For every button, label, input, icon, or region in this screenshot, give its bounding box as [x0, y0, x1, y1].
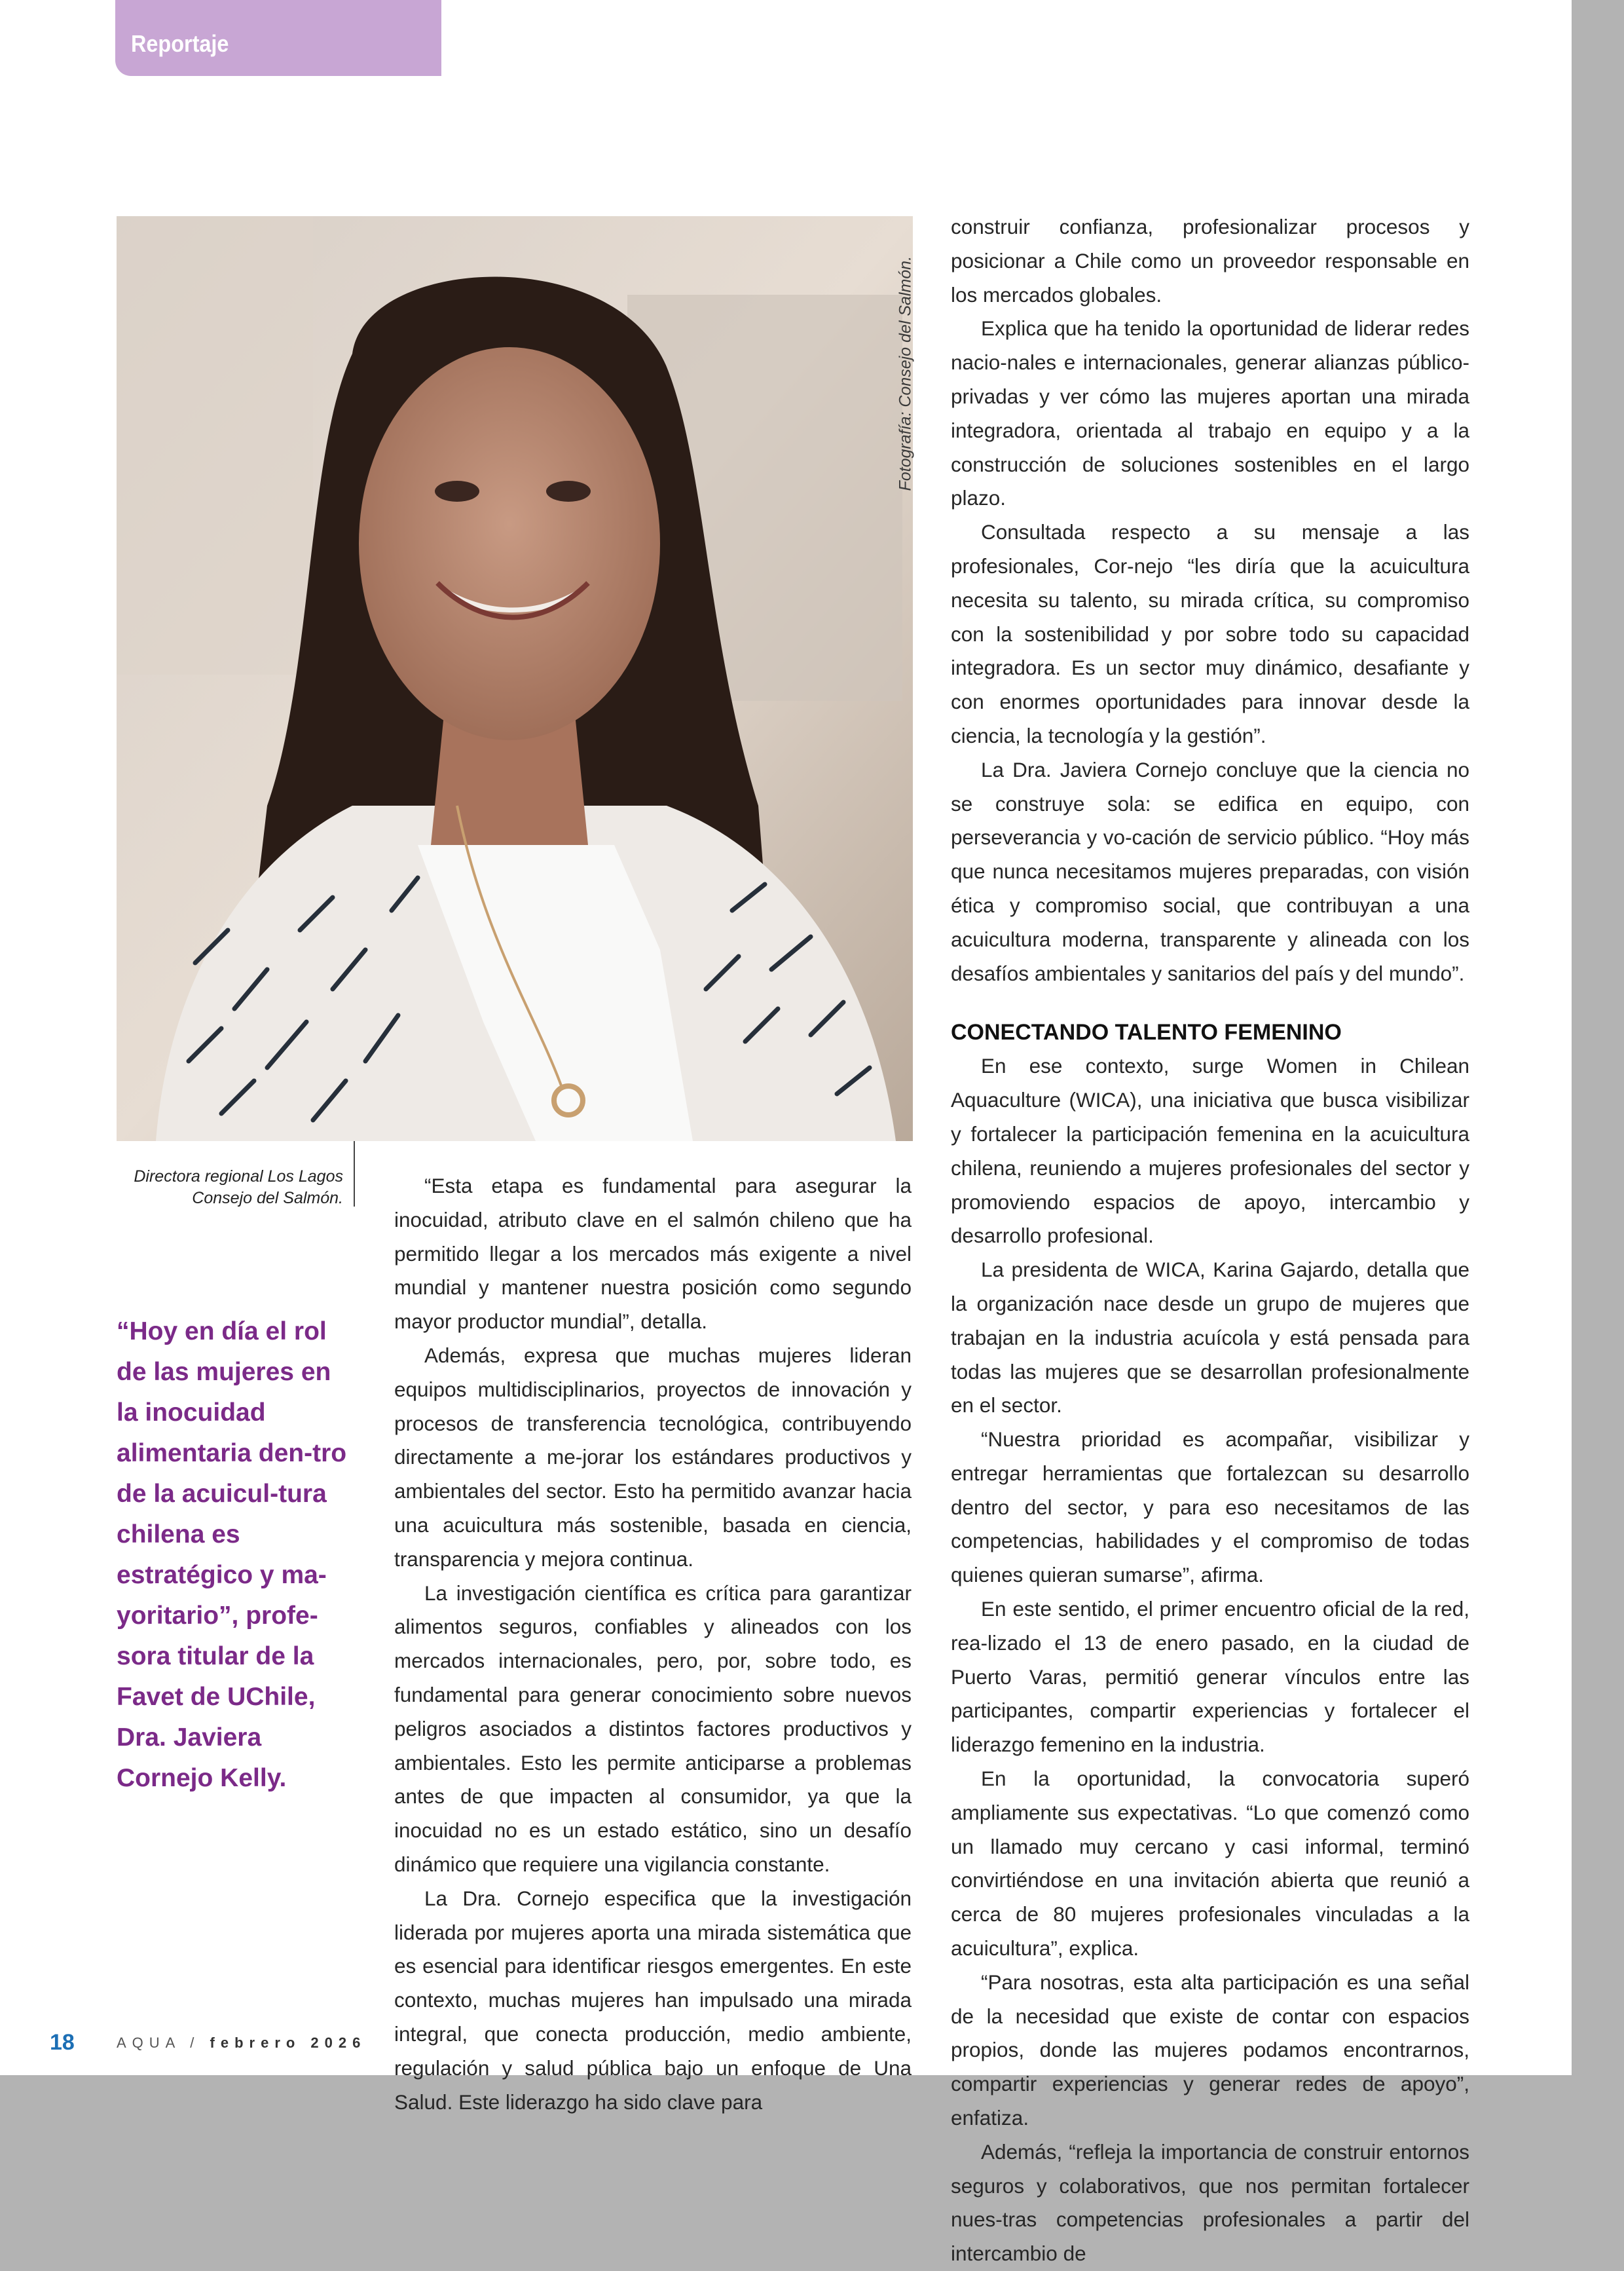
page-number: 18 — [50, 2030, 75, 2055]
pull-quote: “Hoy en día el rol de las mujeres en la inocuidad alimentaria den-tro de la acuicul-tura chilena es estratégico y ma-yoritario”, profe-sora titular de la Favet de UChile, Dra. Javiera Cornejo Kelly. — [117, 1317, 347, 1792]
photo-credit — [883, 255, 915, 491]
subheading: CONECTANDO TALENTO FEMENINO — [951, 1020, 1342, 1045]
paragraph: Explica que ha tenido la oportunidad de liderar redes nacio-nales e internacionales, generar alianzas público-privadas y ver cómo las mujeres aportan una mirada integradora, orientada al trabajo en equipo y a la construcción de soluciones sostenibles en el largo plazo. — [951, 316, 1469, 510]
issue-date: febrero 2026 — [210, 2035, 367, 2051]
paragraph: construir confianza, profesionalizar procesos y posicionar a Chile como un proveedor responsable en los mercados globales. — [951, 215, 1469, 307]
article-column-right — [951, 210, 1469, 2271]
paragraph: La Dra. Cornejo especifica que la investigación liderada por mujeres aporta una mirada sistemática que es esencial para identificar riesgos emergentes. En este contexto, muchas mujeres han impulsado una mirada integral, que conecta producción, medio ambiente, regulación y salud pública bajo un enfoque de Una Salud. Este liderazgo ha sido clave para — [394, 1886, 912, 2114]
paragraph: Además, expresa que muchas mujeres lideran equipos multidisciplinarios, proyectos de innovación y procesos de transferencia tecnológica, contribuyendo directamente a me-jorar los estándares productivos y ambientales del sector. Esto ha permitido avanzar hacia una acuicultura más sostenible, basada en ciencia, transparencia y mejora continua. — [394, 1343, 912, 1571]
paragraph: Consultada respecto a su mensaje a las profesionales, Cor-nejo “les diría que la acuicultura necesita su talento, su mirada crítica, su compromiso con la sostenibilidad y por sobre todo su capacidad integradora. Es un sector muy dinámico, desafiante y con enormes oportunidades para innovar desde la ciencia, la tecnología y la gestión”. — [951, 520, 1469, 747]
paragraph: La investigación científica es crítica para garantizar alimentos seguros, confiables y alineados con los mercados internacionales, pero, por, sobre todo, es fundamental para generar conocimiento sobre nuevos peligros asociados a distintos factores productivos y ambientales. Esto les permite anticiparse a problemas antes de que impacten al consumidor, ya que la inocuidad no es un estado estático, sino un desafío dinámico que requiere una vigilancia constante. — [394, 1581, 912, 1876]
portrait-photo — [117, 216, 913, 1141]
running-footer — [117, 2035, 366, 2052]
section-label: Reportaje — [131, 30, 229, 57]
paragraph: En ese contexto, surge Women in Chilean Aquaculture (WICA), una iniciativa que busca visibilizar y fortalecer la participación femenina en la acuicultura chilena, reuniendo a mujeres profesionales del sector y promoviendo espacios de apoyo, intercambio y desarrollo profesional. — [951, 1054, 1469, 1248]
photo-caption — [105, 1166, 343, 1209]
paragraph: En este sentido, el primer encuentro oficial de la red, rea-lizado el 13 de enero pasado, en la ciudad de Puerto Varas, permitió generar vínculos entre las participantes, compartir experiencias y fortalecer el liderazgo femenino en la industria. — [951, 1597, 1469, 1757]
footer-separator: / — [190, 2035, 200, 2051]
paragraph: “Nuestra prioridad es acompañar, visibilizar y entregar herramientas que fortalezcan su desarrollo dentro del sector, y para eso necesitamos de las competencias, habilidades y el compromiso de todas quienes quieran sumarse”, afirma. — [951, 1427, 1469, 1587]
magazine-name: AQUA — [117, 2035, 181, 2051]
caption-line-1: Directora regional Los Lagos — [134, 1167, 343, 1186]
caption-line-2: Consejo del Salmón. — [192, 1189, 343, 1207]
paragraph: La Dra. Javiera Cornejo concluye que la ciencia no se construye sola: se edifica en equipo, con perseverancia y vo-cación de servicio público. “Hoy más que nunca necesitamos mujeres preparadas, con visión ética y compromiso social, que contribuyan a una acuicultura moderna, transparente y alineada con los desafíos ambientales y sanitarios del país y del mundo”. — [951, 757, 1469, 985]
article-column-middle — [394, 1169, 912, 2119]
paragraph: La presidenta de WICA, Karina Gajardo, detalla que la organización nace desde un grupo de mujeres que trabajan en la industria acuícola y está pensada para todas las mujeres que se desarrollan profesionalmente en el sector. — [951, 1258, 1469, 1417]
paragraph: Además, “refleja la importancia de construir entornos seguros y colaborativos, que nos permitan fortalecer nues-tras competencias profesionales a partir del intercambio de — [951, 2139, 1469, 2266]
paragraph: En la oportunidad, la convocatoria superó ampliamente sus expectativas. “Lo que comenzó como un llamado muy cercano y casi informal, terminó convirtiéndose en una invitación abierta que reunió a cerca de 80 mujeres profesionales vinculadas a la acuicultura”, explica. — [951, 1767, 1469, 1961]
photo-credit-text: Fotografía: Consejo del Salmón. — [896, 255, 915, 491]
section-tab — [115, 0, 441, 76]
paragraph: “Para nosotras, esta alta participación es una señal de la necesidad que existe de contar con espacios propios, donde las mujeres podamos encontrarnos, compartir experiencias y generar redes de apoyo”, enfatiza. — [951, 1970, 1469, 2130]
paragraph: “Esta etapa es fundamental para asegurar la inocuidad, atributo clave en el salmón chileno que ha permitido llegar a los mercados más exigente a nivel mundial y mantener nuestra posición como segundo mayor productor mundial”, detalla. — [394, 1174, 912, 1334]
caption-rule — [354, 1141, 355, 1207]
